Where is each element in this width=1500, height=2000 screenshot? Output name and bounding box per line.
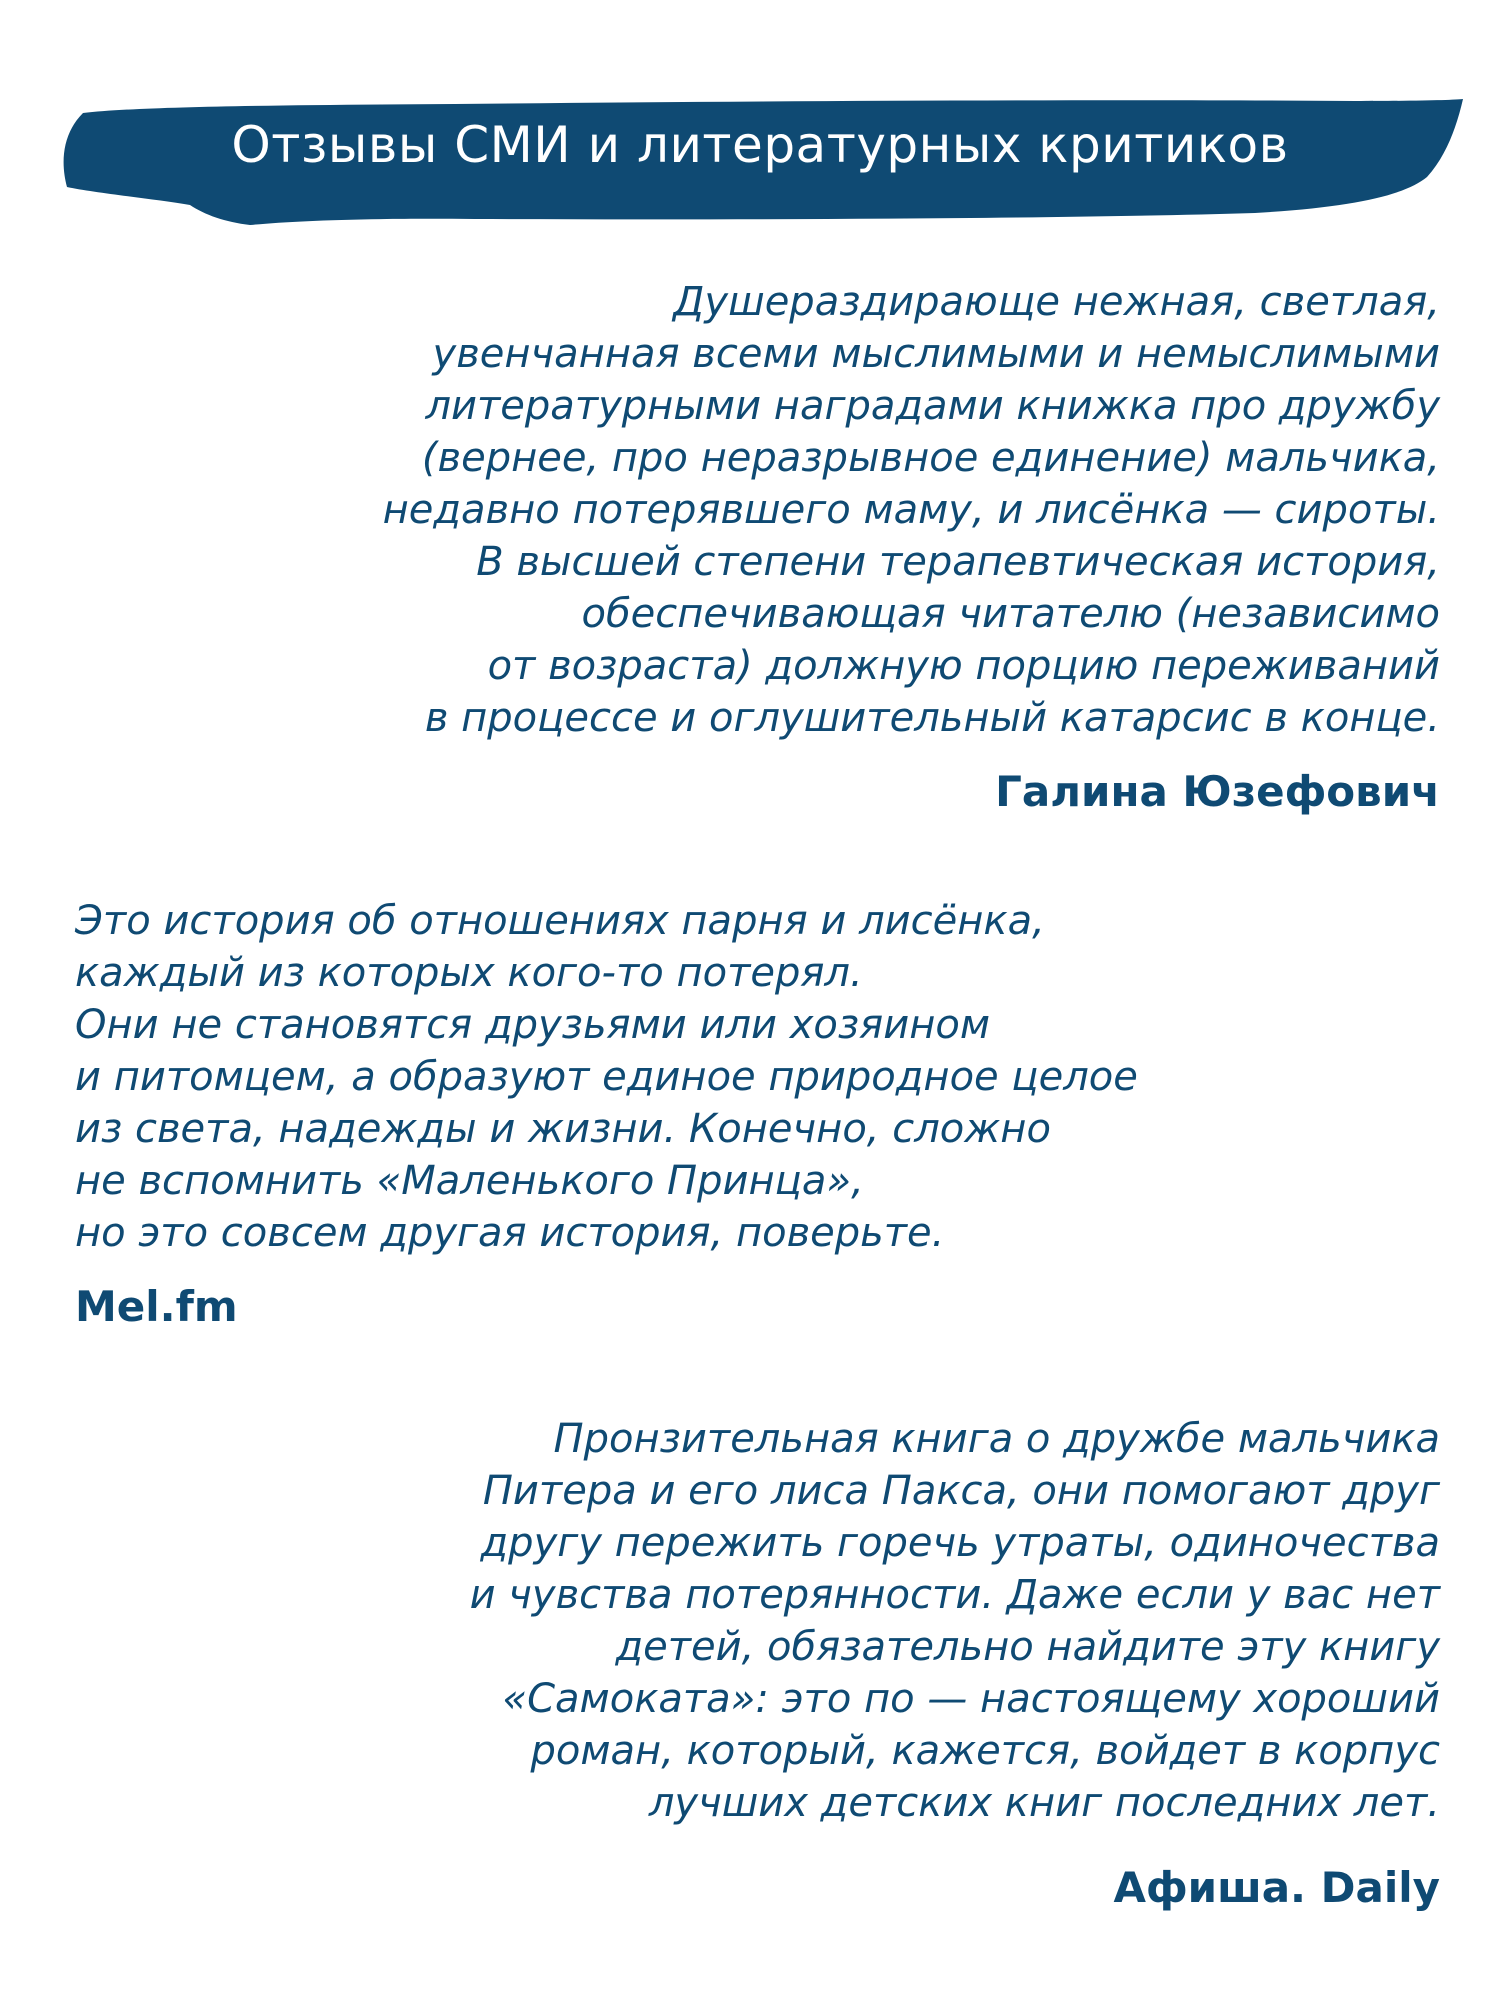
title-banner xyxy=(55,95,1465,225)
review-author-3: Афиша. Daily xyxy=(1113,1863,1440,1912)
review-quote-3: Пронзительная книга о дружбе мальчика Питера и его лиса Пакса, они помогают друг другу пережить горечь утраты, одиночества и чувства потерянности. Даже если у вас нет детей, обязательно найдите эту книгу «Самоката»: это по — настоящему хороший роман, который, кажется, войдет в корпус лучших детских книг последних лет. xyxy=(469,1416,1440,1826)
page-title: Отзывы СМИ и литературных критиков xyxy=(231,116,1289,174)
review-author-1: Галина Юзефович xyxy=(995,767,1440,816)
review-quote-2: Это история об отношениях парня и лисёнка, каждый из которых кого-то потерял. Они не становятся друзьями или хозяином и питомцем, а образуют единое природное целое из света, надежды и жизни. Конечно, сложно не вспомнить «Маленького Принца», но это совсем другая история, поверьте. xyxy=(75,898,1138,1256)
review-author-2: Mel.fm xyxy=(75,1282,238,1331)
review-quote-1: Душераздирающе нежная, светлая, увенчанная всеми мыслимыми и немыслимыми литературными наградами книжка про дружбу (вернее, про неразрывное единение) мальчика, недавно потерявшего маму, и лисёнка — сироты. В высшей степени терапевтическая история, обеспечивающая читателю (независимо от возраста) должную порцию переживаний в процессе и оглушительный катарсис в конце. xyxy=(382,279,1440,741)
